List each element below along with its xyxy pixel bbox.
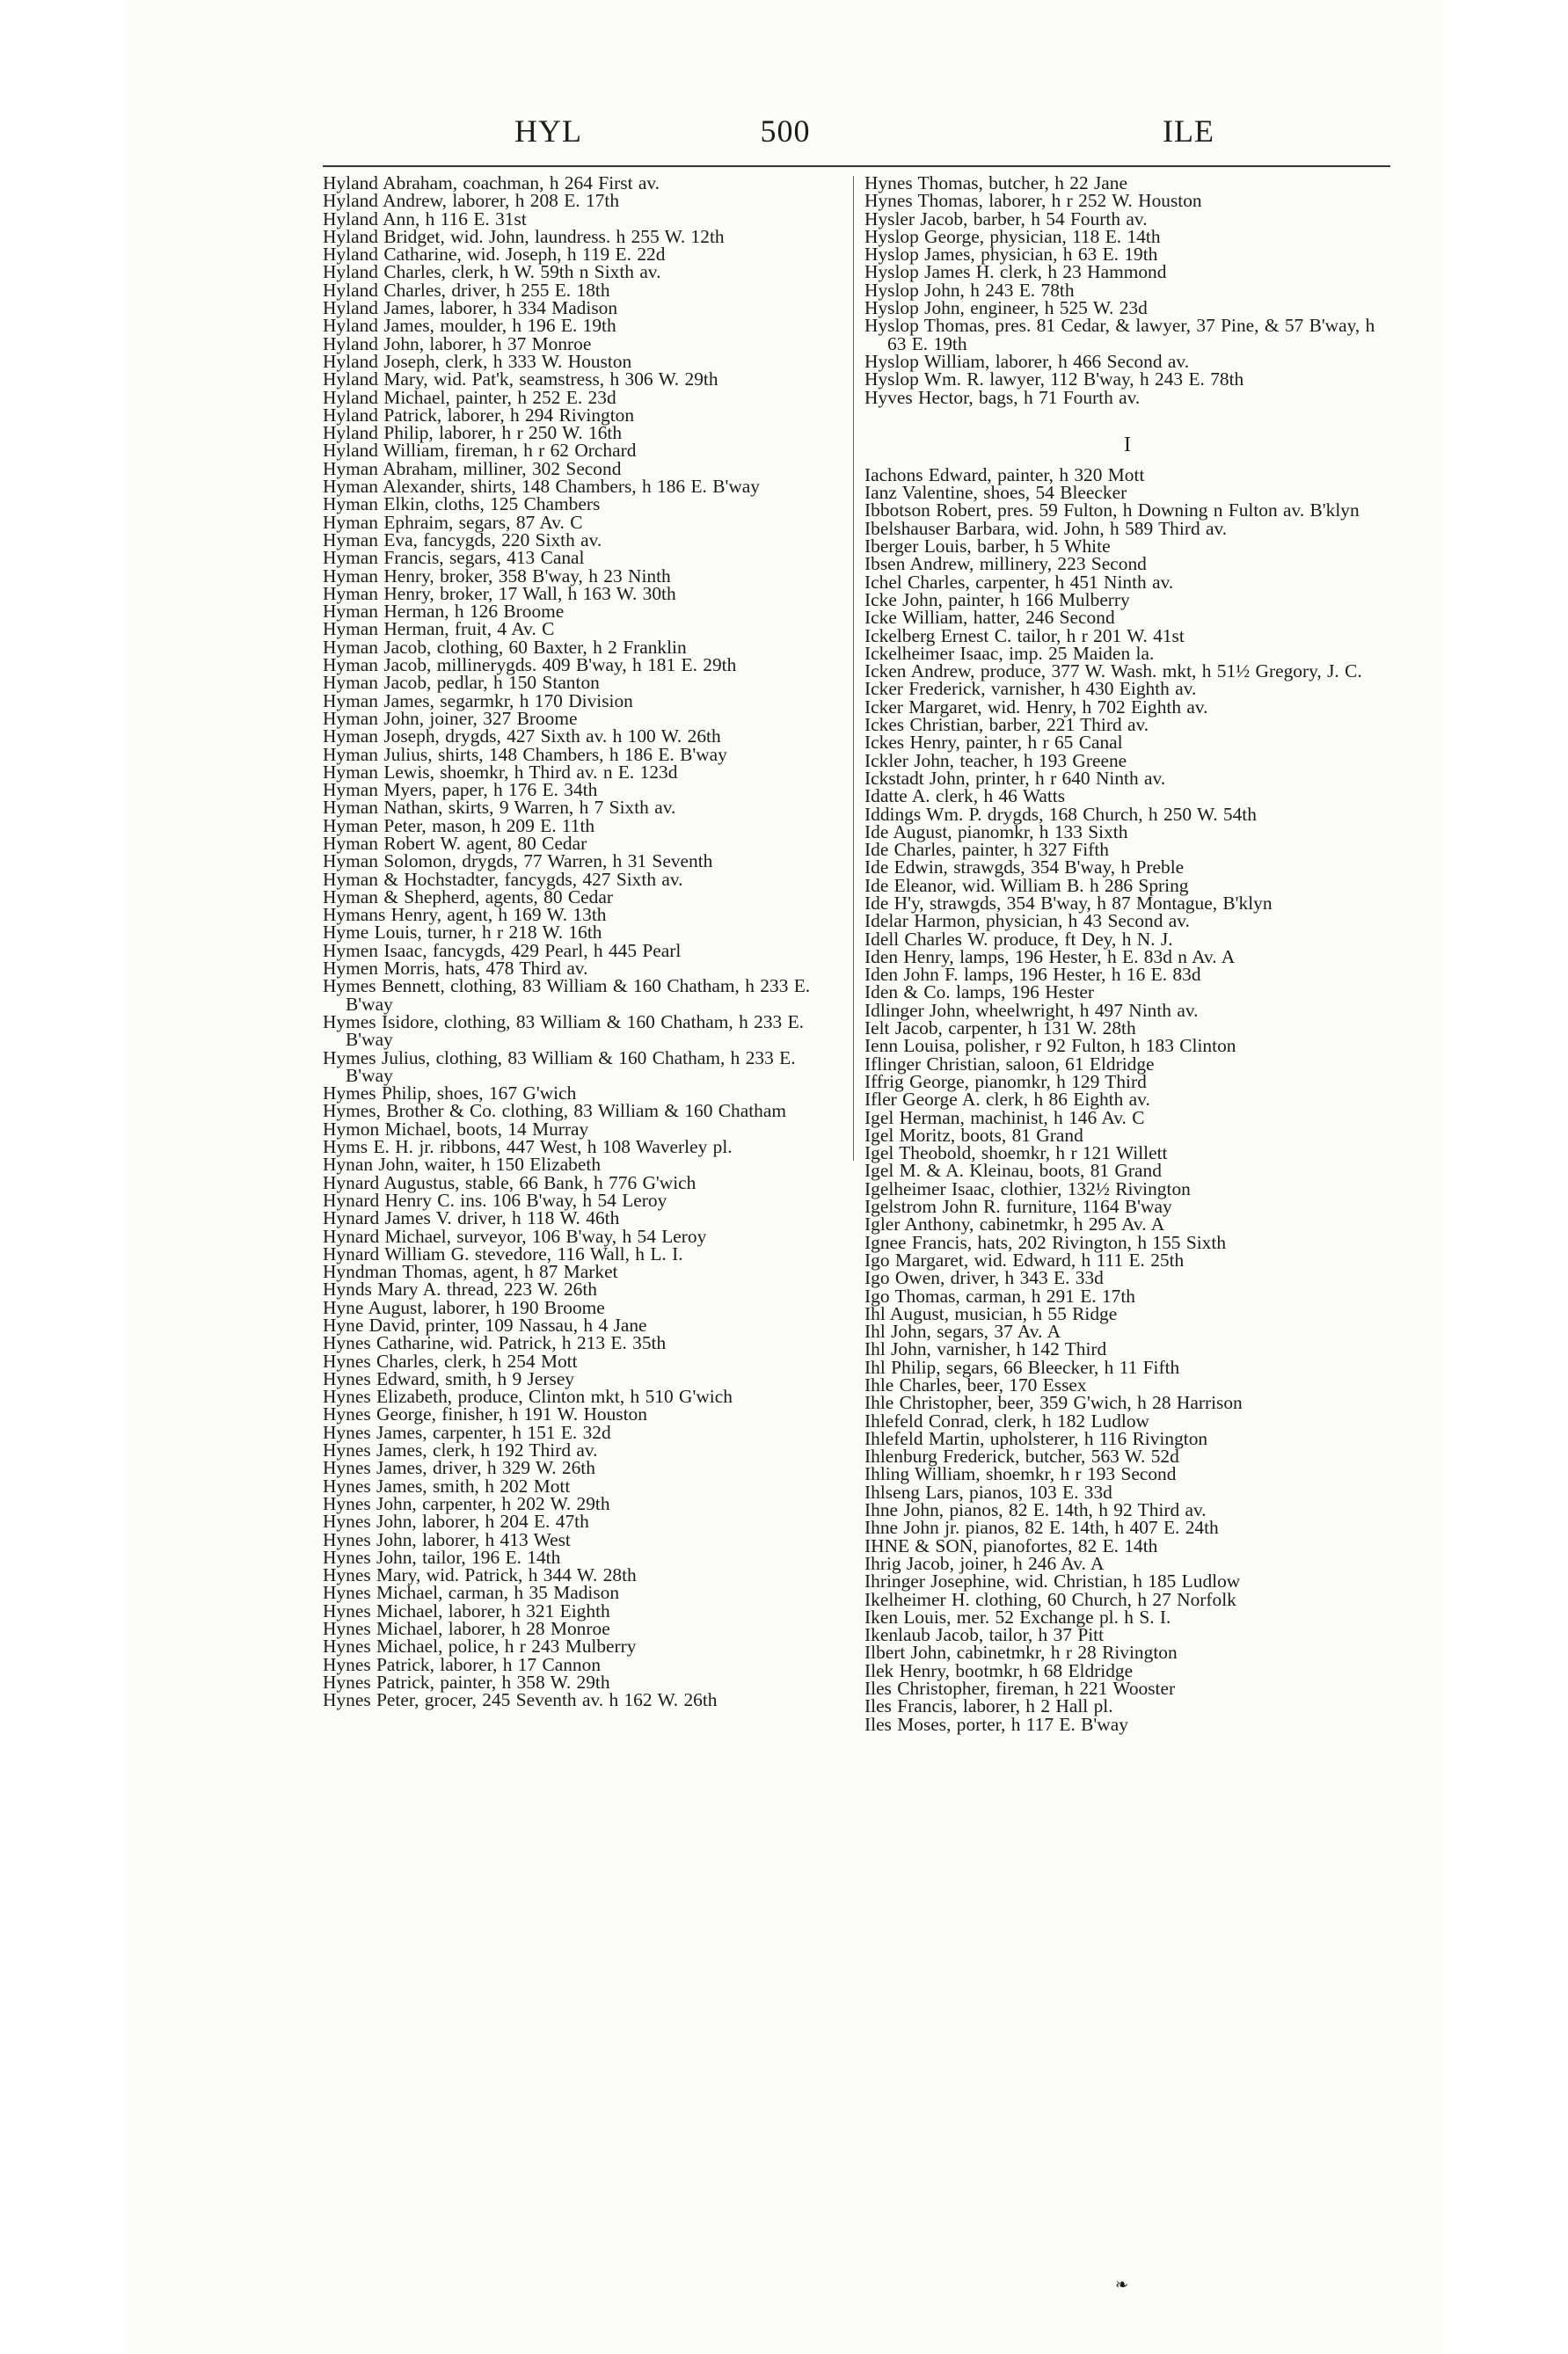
- directory-entry: Hyland Patrick, laborer, h 294 Rivington: [323, 404, 635, 426]
- directory-entry: Igel Herman, machinist, h 146 Av. C: [864, 1106, 1145, 1128]
- directory-entry: Hyman Lewis, shoemkr, h Third av. n E. 123d: [323, 761, 678, 783]
- directory-entry: Hynard Michael, surveyor, 106 B'way, h 54 Leroy: [323, 1225, 707, 1247]
- directory-entry: Hynes John, laborer, h 204 E. 47th: [323, 1511, 589, 1533]
- directory-entry: Hynes Michael, laborer, h 321 Eighth: [323, 1600, 610, 1622]
- directory-entry: Hyslop John, engineer, h 525 W. 23d: [864, 297, 1148, 319]
- directory-entry: Ibelshauser Barbara, wid. John, h 589 Third av.: [864, 517, 1228, 539]
- directory-entry: Ifler George A. clerk, h 86 Eighth av.: [864, 1089, 1150, 1111]
- directory-entry: Hyman Jacob, clothing, 60 Baxter, h 2 Franklin: [323, 636, 687, 658]
- directory-entry: Iffrig George, pianomkr, h 129 Third: [864, 1070, 1147, 1092]
- directory-entry: Hynes James, smith, h 202 Mott: [323, 1475, 571, 1497]
- page-number: 500: [760, 113, 811, 149]
- directory-entry: Icke John, painter, h 166 Mulberry: [864, 588, 1130, 610]
- directory-entry: Hyves Hector, bags, h 71 Fourth av.: [864, 386, 1141, 408]
- directory-entry: Hynes Thomas, laborer, h r 252 W. Houston: [864, 190, 1202, 212]
- directory-entry: Hyne August, laborer, h 190 Broome: [323, 1296, 605, 1318]
- left-column: [323, 174, 842, 1709]
- directory-entry: Hyman & Shepherd, agents, 80 Cedar: [323, 885, 613, 907]
- directory-entry: Igelheimer Isaac, clothier, 132½ Rivington: [864, 1177, 1191, 1199]
- directory-entry: Ihlefeld Martin, upholsterer, h 116 Rivington: [864, 1427, 1208, 1449]
- directory-entry: Ihlseng Lars, pianos, 103 E. 33d: [864, 1481, 1112, 1503]
- directory-entry: Hyman James, segarmkr, h 170 Division: [323, 689, 633, 711]
- directory-entry: Hynes Thomas, butcher, h 22 Jane: [864, 172, 1127, 193]
- directory-entry: Hyland Andrew, laborer, h 208 E. 17th: [323, 190, 620, 212]
- directory-entry: Iden Henry, lamps, 196 Hester, h E. 83d n Av. A: [864, 945, 1236, 967]
- directory-entry: Hyland James, laborer, h 334 Madison: [323, 297, 618, 319]
- directory-entry: Ickler John, teacher, h 193 Greene: [864, 749, 1127, 771]
- directory-entry: Hymans Henry, agent, h 169 W. 13th: [323, 904, 607, 926]
- directory-entry: Hyland Ann, h 116 E. 31st: [323, 208, 527, 230]
- directory-entry: Hynes Patrick, painter, h 358 W. 29th: [323, 1671, 610, 1693]
- directory-entry: Hyms E. H. jr. ribbons, 447 West, h 108 Waverley pl.: [323, 1136, 733, 1158]
- directory-entry: Ihle Christopher, beer, 359 G'wich, h 28 Harrison: [864, 1392, 1243, 1414]
- directory-entry: Hynes Michael, police, h r 243 Mulberry: [323, 1636, 637, 1658]
- directory-entry: Icker Frederick, varnisher, h 430 Eighth av.: [864, 678, 1197, 700]
- directory-entry: Hynes James, driver, h 329 W. 26th: [323, 1457, 595, 1479]
- directory-entry: Hyman Herman, fruit, 4 Av. C: [323, 618, 555, 640]
- directory-entry: Hyme Louis, turner, h r 218 W. 16th: [323, 922, 602, 944]
- directory-entry: Hymen Morris, hats, 478 Third av.: [323, 958, 588, 980]
- directory-entry: Ide H'y, strawgds, 354 B'way, h 87 Montague, B'klyn: [864, 892, 1273, 914]
- directory-entry: Hynes John, carpenter, h 202 W. 29th: [323, 1492, 610, 1514]
- directory-entry: Hyne David, printer, 109 Nassau, h 4 Jane: [323, 1315, 647, 1336]
- directory-entry: Ide Edwin, strawgds, 354 B'way, h Preble: [864, 856, 1185, 878]
- directory-entry: Ickelheimer Isaac, imp. 25 Maiden la.: [864, 642, 1155, 664]
- directory-entry: Ickelberg Ernest C. tailor, h r 201 W. 41st: [864, 624, 1185, 646]
- directory-entry: Igo Margaret, wid. Edward, h 111 E. 25th: [864, 1249, 1185, 1271]
- directory-entry: Icke William, hatter, 246 Second: [864, 607, 1115, 629]
- directory-entry: Idell Charles W. produce, ft Dey, h N. J.: [864, 928, 1173, 950]
- directory-entry: Hynes Mary, wid. Patrick, h 344 W. 28th: [323, 1564, 637, 1586]
- directory-entry: Hynds Mary A. thread, 223 W. 26th: [323, 1279, 597, 1301]
- directory-entry: Hyman Abraham, milliner, 302 Second: [323, 457, 622, 479]
- directory-entry: Ihlenburg Frederick, butcher, 563 W. 52d: [864, 1446, 1179, 1468]
- directory-entry: Ielt Jacob, carpenter, h 131 W. 28th: [864, 1017, 1136, 1039]
- directory-entry: Hyslop James H. clerk, h 23 Hammond: [864, 261, 1167, 283]
- directory-entry: Ickes Christian, barber, 221 Third av.: [864, 714, 1149, 736]
- directory-entry: Hyman Jacob, millinerygds. 409 B'way, h 181 E. 29th: [323, 654, 737, 676]
- directory-entry: Igler Anthony, cabinetmkr, h 295 Av. A: [864, 1213, 1165, 1235]
- directory-entry: Icker Margaret, wid. Henry, h 702 Eighth av.: [864, 696, 1208, 718]
- directory-entry: Iflinger Christian, saloon, 61 Eldridge: [864, 1053, 1155, 1075]
- directory-entry: Iddings Wm. P. drygds, 168 Church, h 250 W. 54th: [864, 803, 1257, 825]
- directory-entry: Hymes, Brother & Co. clothing, 83 William & 160 Chatham: [323, 1100, 787, 1122]
- directory-entry: Ienn Louisa, polisher, r 92 Fulton, h 183 Clinton: [864, 1035, 1236, 1057]
- directory-entry: Hynes Catharine, wid. Patrick, h 213 E. 35th: [323, 1332, 667, 1354]
- directory-entry: Hyman Herman, h 126 Broome: [323, 601, 565, 623]
- directory-entry: Hynes Peter, grocer, 245 Seventh av. h 162 W. 26th: [323, 1689, 718, 1711]
- directory-entry: Hymes Bennett, clothing, 83 William & 160 Chatham, h 233 E. B'way: [323, 975, 811, 1015]
- directory-entry: Iden & Co. lamps, 196 Hester: [864, 981, 1095, 1003]
- directory-entry: Hyslop Wm. R. lawyer, 112 B'way, h 243 E. 78th: [864, 368, 1244, 390]
- directory-entry: Hynes George, finisher, h 191 W. Houston: [323, 1403, 647, 1425]
- directory-entry: Iken Louis, mer. 52 Exchange pl. h S. I.: [864, 1606, 1171, 1628]
- directory-entry: Hyman & Hochstadter, fancygds, 427 Sixth av.: [323, 868, 683, 890]
- right-column-entries: [864, 463, 1390, 1735]
- directory-entry: Ibbotson Robert, pres. 59 Fulton, h Downing n Fulton av. B'klyn: [864, 499, 1360, 521]
- directory-entry: Igelstrom John R. furniture, 1164 B'way: [864, 1196, 1172, 1218]
- directory-entry: Hyman Joseph, drygds, 427 Sixth av. h 100 W. 26th: [323, 725, 721, 747]
- directory-entry: Ilek Henry, bootmkr, h 68 Eldridge: [864, 1659, 1134, 1681]
- directory-entry: Hyman John, joiner, 327 Broome: [323, 707, 578, 729]
- directory-entry: Hyslop John, h 243 E. 78th: [864, 279, 1075, 301]
- directory-entry: Hynes Patrick, laborer, h 17 Cannon: [323, 1653, 602, 1675]
- directory-entry: Hynard Henry C. ins. 106 B'way, h 54 Leroy: [323, 1189, 667, 1211]
- directory-entry: Iberger Louis, barber, h 5 White: [864, 536, 1111, 558]
- directory-entry: Ihrig Jacob, joiner, h 246 Av. A: [864, 1552, 1105, 1574]
- directory-entry: Igel Theobold, shoemkr, h r 121 Willett: [864, 1142, 1168, 1164]
- directory-entry: Hynard William G. stevedore, 116 Wall, h L. I.: [323, 1243, 683, 1264]
- directory-entry: Idatte A. clerk, h 46 Watts: [864, 785, 1066, 807]
- directory-entry: Hynard Augustus, stable, 66 Bank, h 776 G'wich: [323, 1171, 696, 1193]
- directory-entry: Hynes John, tailor, 196 E. 14th: [323, 1546, 561, 1568]
- directory-entry: IHNE & SON, pianofortes, 82 E. 14th: [864, 1534, 1158, 1556]
- directory-entry: Iles Christopher, fireman, h 221 Wooster: [864, 1678, 1176, 1700]
- directory-entry: Ianz Valentine, shoes, 54 Bleecker: [864, 482, 1127, 504]
- column-divider: [853, 176, 854, 1161]
- directory-entry: Hynes Edward, smith, h 9 Jersey: [323, 1367, 575, 1389]
- directory-entry: Iden John F. lamps, 196 Hester, h 16 E. 83d: [864, 964, 1201, 986]
- directory-entry: Ihling William, shoemkr, h r 193 Second: [864, 1463, 1177, 1485]
- header-left-guide: HYL: [514, 113, 582, 149]
- directory-entry: Ilbert John, cabinetmkr, h r 28 Rivington: [864, 1642, 1178, 1664]
- directory-entry: Hyland William, fireman, h r 62 Orchard: [323, 440, 637, 462]
- page-header: [180, 113, 1390, 158]
- directory-entry: Ickstadt John, printer, h r 640 Ninth av.: [864, 767, 1166, 789]
- directory-entry: Ichel Charles, carpenter, h 451 Ninth av.: [864, 571, 1174, 593]
- directory-entry: Igo Owen, driver, h 343 E. 33d: [864, 1267, 1104, 1289]
- directory-entry: Hymen Isaac, fancygds, 429 Pearl, h 445 Pearl: [323, 939, 682, 961]
- directory-entry: Hynes Elizabeth, produce, Clinton mkt, h 510 G'wich: [323, 1386, 733, 1408]
- directory-entry: Ide Eleanor, wid. William B. h 286 Spring: [864, 874, 1189, 896]
- directory-entry: Ihle Charles, beer, 170 Essex: [864, 1374, 1087, 1396]
- directory-entry: Ikelheimer H. clothing, 60 Church, h 27 Norfolk: [864, 1588, 1236, 1610]
- header-right-guide: ILE: [1163, 113, 1214, 149]
- directory-entry: Hymes Julius, clothing, 83 William & 160 Chatham, h 233 E. B'way: [323, 1046, 796, 1086]
- directory-entry: Hynes Charles, clerk, h 254 Mott: [323, 1350, 578, 1372]
- directory-entry: Hyman Alexander, shirts, 148 Chambers, h 186 E. B'way: [323, 476, 760, 498]
- directory-entry: Hyslop George, physician, 118 E. 14th: [864, 225, 1161, 247]
- directory-entry: Ihl August, musician, h 55 Ridge: [864, 1302, 1118, 1324]
- right-column: [864, 174, 1390, 1733]
- directory-entry: Hymes Isidore, clothing, 83 William & 160 Chatham, h 233 E. B'way: [323, 1010, 805, 1051]
- directory-entry: Icken Andrew, produce, 377 W. Wash. mkt, h 51½ Gregory, J. C.: [864, 660, 1362, 682]
- directory-entry: Hynard James V. driver, h 118 W. 46th: [323, 1207, 620, 1229]
- directory-entry: Ihne John, pianos, 82 E. 14th, h 92 Third av.: [864, 1499, 1207, 1521]
- directory-entry: Hyland Bridget, wid. John, laundress. h 255 W. 12th: [323, 225, 725, 247]
- directory-entry: Igo Thomas, carman, h 291 E. 17th: [864, 1285, 1135, 1307]
- directory-entry: Hyland Joseph, clerk, h 333 W. Houston: [323, 350, 632, 372]
- directory-entry: Hymes Philip, shoes, 167 G'wich: [323, 1082, 577, 1104]
- directory-entry: Ihl Philip, segars, 66 Bleecker, h 11 Fifth: [864, 1356, 1180, 1378]
- directory-entry: Hyslop Thomas, pres. 81 Cedar, & lawyer, 37 Pine, & 57 B'way, h 63 E. 19th: [864, 315, 1375, 354]
- directory-entry: Hyland Michael, painter, h 252 E. 23d: [323, 386, 616, 408]
- directory-entry: Hyman Peter, mason, h 209 E. 11th: [323, 814, 595, 836]
- directory-entry: Hynes John, laborer, h 413 West: [323, 1528, 571, 1550]
- directory-entry: Hyman Julius, shirts, 148 Chambers, h 186 E. B'way: [323, 743, 727, 765]
- directory-entry: Ihlefeld Conrad, clerk, h 182 Ludlow: [864, 1410, 1149, 1432]
- directory-entry: Ide August, pianomkr, h 133 Sixth: [864, 820, 1128, 842]
- directory-entry: Hyman Elkin, cloths, 125 Chambers: [323, 493, 601, 515]
- section-spacer: [864, 406, 1390, 420]
- directory-entry: Iles Francis, laborer, h 2 Hall pl.: [864, 1695, 1113, 1717]
- directory-entry: Igel Moritz, boots, 81 Grand: [864, 1124, 1083, 1146]
- header-rule: [323, 165, 1390, 167]
- directory-entry: Ignee Francis, hats, 202 Rivington, h 155 Sixth: [864, 1231, 1227, 1253]
- directory-entry: Ihl John, varnisher, h 142 Third: [864, 1338, 1107, 1360]
- directory-entry: Igel M. & A. Kleinau, boots, 81 Grand: [864, 1160, 1162, 1182]
- directory-entry: Hyland John, laborer, h 37 Monroe: [323, 332, 592, 354]
- directory-entry: Hyndman Thomas, agent, h 87 Market: [323, 1261, 618, 1283]
- directory-entry: Idlinger John, wheelwright, h 497 Ninth av.: [864, 999, 1199, 1021]
- directory-entry: Iachons Edward, painter, h 320 Mott: [864, 463, 1145, 485]
- directory-entry: Hyslop William, laborer, h 466 Second av.: [864, 350, 1190, 372]
- directory-entry: Hyland Catharine, wid. Joseph, h 119 E. 22d: [323, 244, 666, 266]
- directory-entry: Ide Charles, painter, h 327 Fifth: [864, 839, 1110, 861]
- directory-entry: Ihringer Josephine, wid. Christian, h 185 Ludlow: [864, 1571, 1241, 1592]
- directory-entry: Hynes Michael, carman, h 35 Madison: [323, 1582, 620, 1604]
- directory-entry: Hyman Jacob, pedlar, h 150 Stanton: [323, 672, 600, 694]
- directory-entry: Hyman Ephraim, segars, 87 Av. C: [323, 511, 583, 533]
- directory-entry: Hynes James, carpenter, h 151 E. 32d: [323, 1421, 611, 1443]
- directory-entry: Hyman Nathan, skirts, 9 Warren, h 7 Sixth av.: [323, 797, 676, 819]
- directory-entry: Hyslop James, physician, h 63 E. 19th: [864, 244, 1158, 266]
- directory-entry: Ikenlaub Jacob, tailor, h 37 Pitt: [864, 1624, 1105, 1646]
- directory-entry: Hyman Robert W. agent, 80 Cedar: [323, 832, 587, 854]
- directory-entry: Hyman Henry, broker, 358 B'way, h 23 Ninth: [323, 565, 671, 587]
- directory-entry: Hyland James, moulder, h 196 E. 19th: [323, 315, 616, 337]
- directory-entry: Ickes Henry, painter, h r 65 Canal: [864, 732, 1123, 754]
- directory-entry: Hyman Henry, broker, 17 Wall, h 163 W. 30th: [323, 582, 676, 604]
- directory-entry: Ihl John, segars, 37 Av. A: [864, 1321, 1061, 1343]
- directory-entry: Ihne John jr. pianos, 82 E. 14th, h 407 E. 24th: [864, 1517, 1219, 1539]
- directory-entry: Idelar Harmon, physician, h 43 Second av.: [864, 910, 1190, 932]
- directory-entry: Hyland Charles, driver, h 255 E. 18th: [323, 279, 610, 301]
- directory-entry: Hyman Francis, segars, 413 Canal: [323, 547, 585, 569]
- directory-entry: Iles Moses, porter, h 117 E. B'way: [864, 1713, 1128, 1735]
- footer-mark: ❧: [1115, 2276, 1129, 2293]
- right-column-top: [864, 174, 1390, 406]
- directory-entry: Hymon Michael, boots, 14 Murray: [323, 1118, 589, 1140]
- directory-entry: Hyland Philip, laborer, h r 250 W. 16th: [323, 422, 623, 444]
- directory-entry: Hynan John, waiter, h 150 Elizabeth: [323, 1154, 602, 1176]
- directory-entry: Hynes James, clerk, h 192 Third av.: [323, 1439, 598, 1461]
- directory-entry: Hyman Solomon, drygds, 77 Warren, h 31 Seventh: [323, 850, 713, 872]
- directory-entry: Hysler Jacob, barber, h 54 Fourth av.: [864, 208, 1148, 230]
- directory-entry: Hyman Eva, fancygds, 220 Sixth av.: [323, 528, 602, 550]
- section-letter: I: [1124, 433, 1131, 456]
- directory-entry: Hynes Michael, laborer, h 28 Monroe: [323, 1618, 610, 1640]
- directory-entry: Ibsen Andrew, millinery, 223 Second: [864, 553, 1147, 575]
- directory-entry: Hyland Mary, wid. Pat'k, seamstress, h 306 W. 29th: [323, 368, 718, 390]
- directory-entry: Hyland Charles, clerk, h W. 59th n Sixth av.: [323, 261, 661, 283]
- directory-entry: Hyland Abraham, coachman, h 264 First av.: [323, 172, 660, 193]
- directory-entry: Hyman Myers, paper, h 176 E. 34th: [323, 779, 598, 801]
